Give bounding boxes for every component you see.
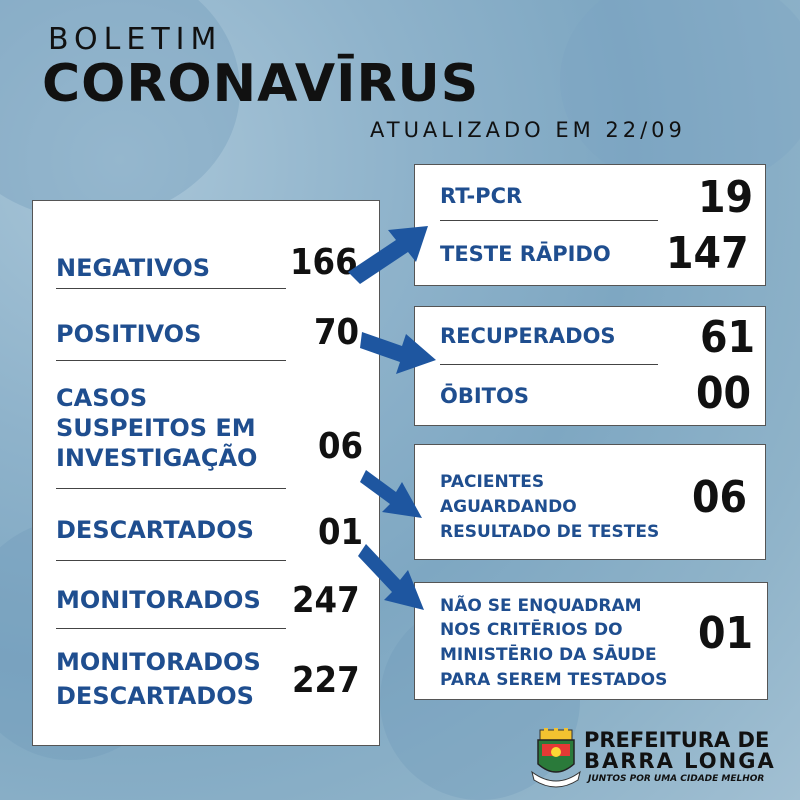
rtpcr-label: RT-PCR [440, 184, 523, 208]
divider [56, 360, 286, 361]
monitorados-label: MONITORADOS [56, 586, 261, 614]
aguardando-line2: AGUARDANDO [440, 497, 577, 517]
positivos-value: 70 [314, 312, 360, 353]
divider [440, 364, 658, 365]
nao-enquadram-line3: MINISTĒRIO DA SĀUDE [440, 645, 657, 665]
nao-enquadram-line1: NÃO SE ENQUADRAM [440, 596, 642, 616]
descartados-value: 01 [318, 512, 364, 553]
background-virus-shape [560, 0, 800, 190]
suspeitos-value: 06 [318, 426, 364, 467]
arrow-suspeitos-icon [360, 462, 430, 522]
org-name [584, 730, 776, 772]
aguardando-value: 06 [692, 472, 748, 523]
org-slogan: JUNTOS POR UMA CIDADE MELHOR [588, 774, 765, 784]
main-title: CORONAVĪRUS [42, 54, 480, 114]
monitorados-descartados-line1: MONITORADOS [56, 648, 261, 676]
positivos-label: POSITIVOS [56, 320, 202, 348]
negativos-value: 166 [290, 242, 358, 283]
municipal-crest-icon [530, 728, 582, 788]
recuperados-label: RECUPERADOS [440, 324, 616, 348]
negativos-label: NEGATIVOS [56, 254, 211, 282]
obitos-label: ŌBITOS [440, 384, 529, 408]
obitos-value: 00 [696, 368, 752, 419]
divider [440, 220, 658, 221]
nao-enquadram-line2: NOS CRITĒRIOS DO [440, 620, 623, 640]
divider [56, 628, 286, 629]
nao-enquadram-line4: PARA SEREM TESTADOS [440, 670, 668, 690]
descartados-label: DESCARTADOS [56, 516, 254, 544]
monitorados-descartados-line2: DESCARTADOS [56, 682, 254, 710]
aguardando-line1: PACIENTES [440, 472, 545, 492]
aguardando-line3: RESULTADO DE TESTES [440, 522, 660, 542]
kicker-title: BOLETIM [48, 22, 223, 57]
divider [56, 488, 286, 489]
rtpcr-value: 19 [698, 172, 754, 223]
org-name-line1: PREFEITURA DE [584, 728, 770, 752]
updated-date: ATUALIZADO EM 22/09 [370, 118, 686, 142]
teste-rapido-label: TESTE RĀPIDO [440, 242, 611, 266]
arrow-descartados-icon [358, 540, 430, 612]
monitorados-value: 247 [292, 580, 360, 621]
org-name-line2: BARRA LONGA [584, 749, 776, 773]
divider [56, 288, 286, 289]
teste-rapido-value: 147 [666, 228, 749, 279]
monitorados-descartados-value: 227 [292, 660, 360, 701]
arrow-positivos-icon [360, 316, 440, 376]
arrow-negativos-icon [344, 216, 434, 286]
divider [56, 560, 286, 561]
recuperados-value: 61 [700, 312, 756, 363]
suspeitos-label-line2: SUSPEITOS EM [56, 414, 256, 442]
suspeitos-label-line3: INVESTIGAÇÃO [56, 444, 258, 472]
nao-enquadram-value: 01 [698, 608, 754, 659]
suspeitos-label-line1: CASOS [56, 384, 148, 412]
